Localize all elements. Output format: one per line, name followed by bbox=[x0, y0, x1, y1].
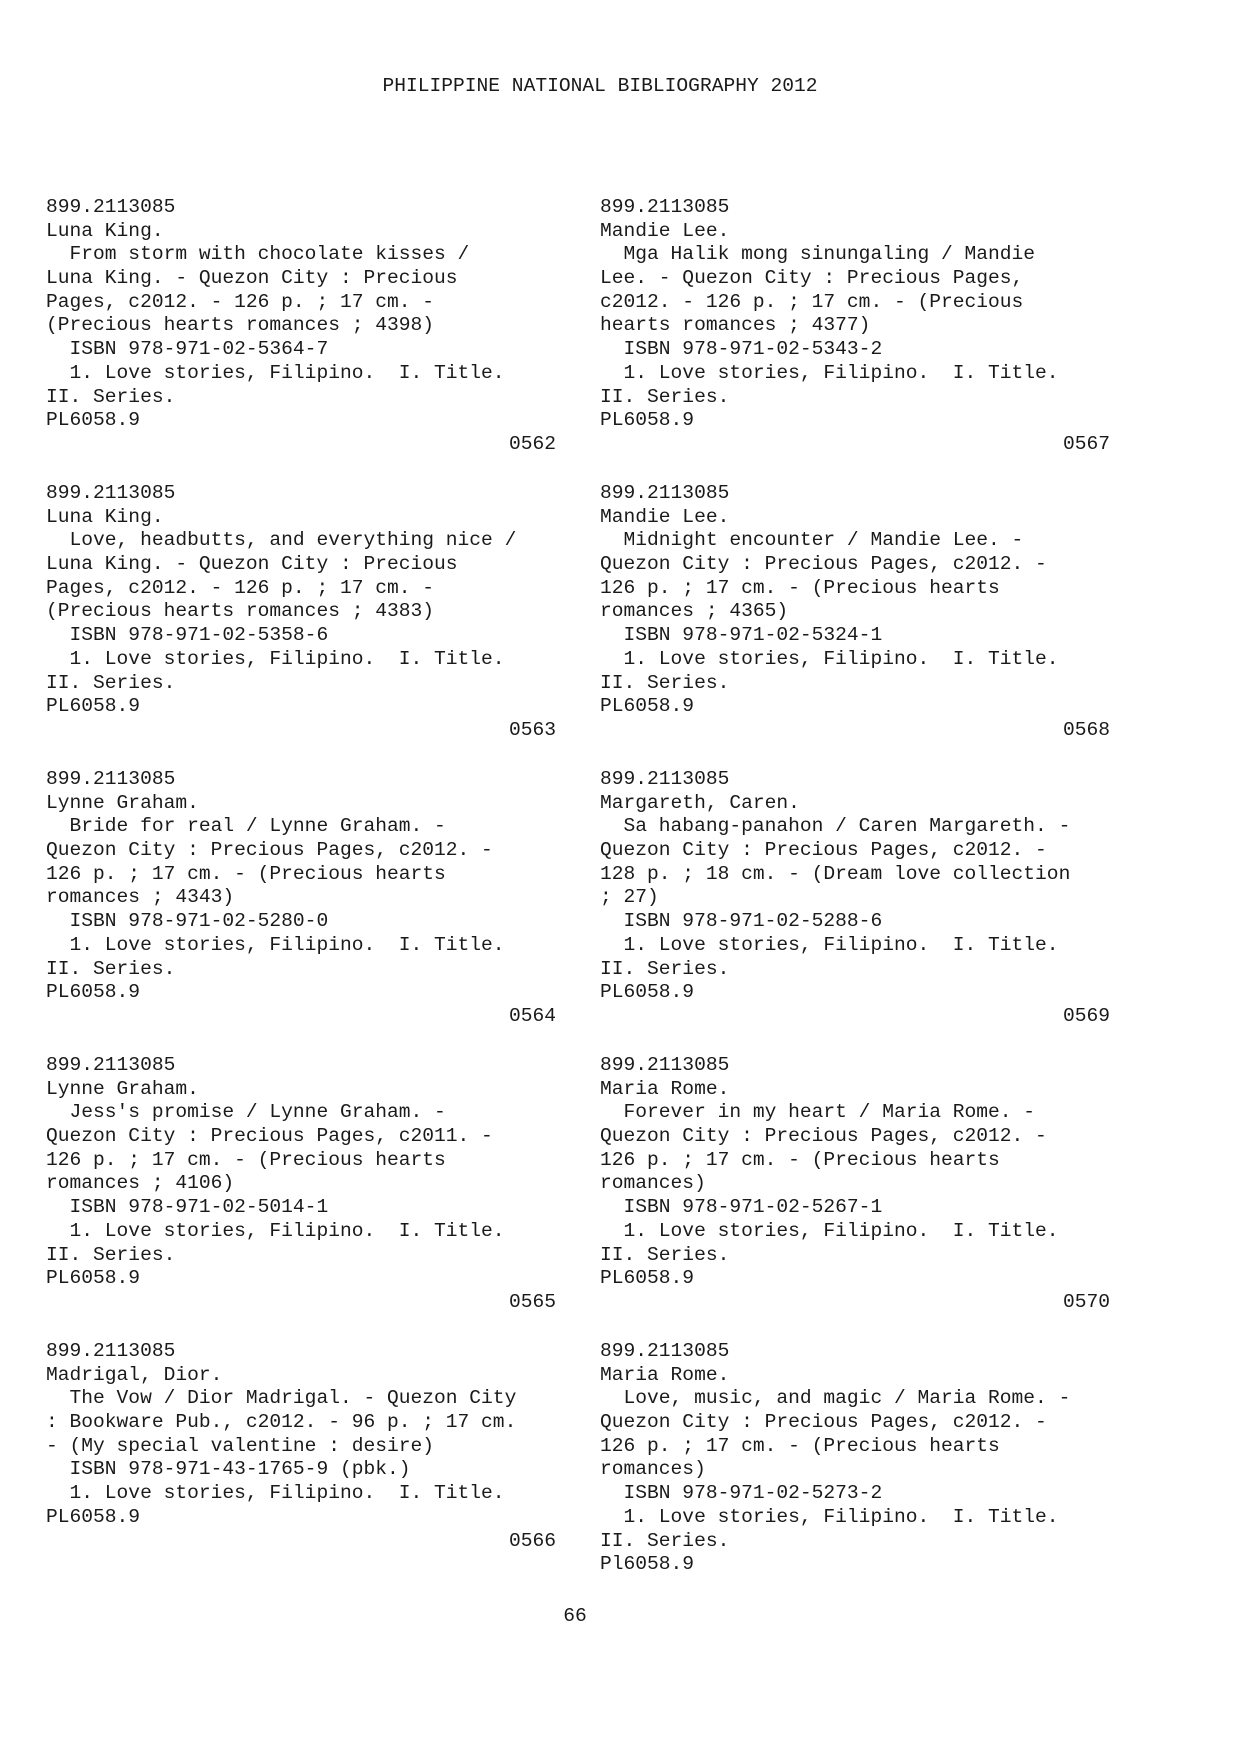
entry-line: Love, headbutts, and everything nice / bbox=[46, 529, 517, 552]
entry-line: ISBN 978-971-02-5273-2 bbox=[600, 1482, 883, 1505]
entry-line: 899.2113085 bbox=[600, 196, 730, 218]
entry-line: ISBN 978-971-02-5364-7 bbox=[46, 338, 329, 361]
entry-line: - (My special valentine : desire) bbox=[46, 1434, 435, 1457]
entry-line: II. Series. bbox=[600, 671, 730, 694]
entry-line: 1. Love stories, Filipino. I. Title. bbox=[600, 361, 1059, 384]
entry-number: 0567 bbox=[1062, 432, 1110, 455]
right-column bbox=[600, 196, 1110, 1626]
entry-line: hearts romances ; 4377) bbox=[600, 314, 871, 337]
entry-line: 1. Love stories, Filipino. I. Title. bbox=[600, 1505, 1059, 1528]
entry-line: PL6058.9 bbox=[600, 1267, 695, 1290]
entry-line: Quezon City : Precious Pages, c2012. - bbox=[46, 839, 493, 862]
entry-line: II. Series. bbox=[600, 957, 730, 980]
entry-line: 899.2113085 bbox=[46, 482, 176, 504]
entry-line: c2012. - 126 p. ; 17 cm. - (Precious bbox=[600, 290, 1024, 313]
entry-line: romances) bbox=[600, 1172, 706, 1195]
entry-line: 126 p. ; 17 cm. - (Precious hearts bbox=[600, 1148, 1000, 1171]
bibliography-entry bbox=[46, 1054, 556, 1340]
entry-line: Luna King. - Quezon City : Precious bbox=[46, 267, 458, 290]
entry-line: ISBN 978-971-43-1765-9 (pbk.) bbox=[46, 1458, 411, 1481]
entry-line: 126 p. ; 17 cm. - (Precious hearts bbox=[600, 576, 1000, 599]
entry-line: ISBN 978-971-02-5324-1 bbox=[600, 624, 883, 647]
entry-number: 0566 bbox=[508, 1529, 556, 1552]
entry-line: Quezon City : Precious Pages, c2012. - bbox=[600, 1125, 1047, 1148]
entry-line: II. Series. bbox=[46, 671, 176, 694]
entry-line: From storm with chocolate kisses / bbox=[46, 243, 470, 266]
entry-line: romances ; 4106) bbox=[46, 1172, 235, 1195]
entry-line: 126 p. ; 17 cm. - (Precious hearts bbox=[46, 862, 446, 885]
entry-line: Lynne Graham. bbox=[46, 1077, 199, 1100]
entry-line: romances ; 4343) bbox=[46, 886, 235, 909]
entry-line: Quezon City : Precious Pages, c2012. - bbox=[600, 553, 1047, 576]
bibliography-entry bbox=[600, 1054, 1110, 1340]
bibliography-entry bbox=[600, 482, 1110, 768]
entry-number: 0569 bbox=[1062, 1004, 1110, 1027]
entry-line: Lee. - Quezon City : Precious Pages, bbox=[600, 267, 1024, 290]
entry-line: 1. Love stories, Filipino. I. Title. bbox=[46, 361, 505, 384]
entry-line: Bride for real / Lynne Graham. - bbox=[46, 815, 446, 838]
entry-line: Quezon City : Precious Pages, c2011. - bbox=[46, 1125, 493, 1148]
entry-line: II. Series. bbox=[600, 1529, 730, 1552]
bibliography-entry bbox=[600, 768, 1110, 1054]
entry-line: ISBN 978-971-02-5267-1 bbox=[600, 1196, 883, 1219]
entry-line: Margareth, Caren. bbox=[600, 791, 800, 814]
entry-line: (Precious hearts romances ; 4398) bbox=[46, 314, 435, 337]
entry-line: PL6058.9 bbox=[600, 409, 695, 432]
entry-line: Quezon City : Precious Pages, c2012. - bbox=[600, 839, 1047, 862]
entry-line: PL6058.9 bbox=[46, 1267, 141, 1290]
bibliography-entry bbox=[600, 1340, 1110, 1626]
entry-line: ISBN 978-971-02-5288-6 bbox=[600, 910, 883, 933]
entry-line: 128 p. ; 18 cm. - (Dream love collection bbox=[600, 862, 1071, 885]
entry-line: Lynne Graham. bbox=[46, 791, 199, 814]
entry-line: Midnight encounter / Mandie Lee. - bbox=[600, 529, 1024, 552]
entry-line: Maria Rome. bbox=[600, 1077, 730, 1100]
entry-line: ; 27) bbox=[600, 886, 659, 909]
entry-line: II. Series. bbox=[600, 385, 730, 408]
entry-line: Forever in my heart / Maria Rome. - bbox=[600, 1101, 1036, 1124]
entry-number: 0570 bbox=[1062, 1290, 1110, 1313]
entry-number: 0562 bbox=[508, 432, 556, 455]
entry-line: Madrigal, Dior. bbox=[46, 1363, 223, 1386]
entry-number: 0563 bbox=[508, 718, 556, 741]
entry-number: 0568 bbox=[1062, 718, 1110, 741]
entry-line: II. Series. bbox=[46, 1243, 176, 1266]
entry-line: Pl6058.9 bbox=[600, 1553, 695, 1576]
entry-number: 0565 bbox=[508, 1290, 556, 1313]
entry-line: 899.2113085 bbox=[600, 482, 730, 504]
entry-line: Love, music, and magic / Maria Rome. - bbox=[600, 1387, 1071, 1410]
entry-line: Luna King. - Quezon City : Precious bbox=[46, 553, 458, 576]
entry-line: romances ; 4365) bbox=[600, 600, 789, 623]
entry-line: 899.2113085 bbox=[600, 1340, 730, 1362]
entry-line: PL6058.9 bbox=[46, 409, 141, 432]
bibliography-entry bbox=[46, 1340, 556, 1626]
entry-line: Mandie Lee. bbox=[600, 505, 730, 528]
entry-line: ISBN 978-971-02-5014-1 bbox=[46, 1196, 329, 1219]
entry-line: PL6058.9 bbox=[600, 981, 695, 1004]
entry-line: PL6058.9 bbox=[46, 981, 141, 1004]
entry-line: Jess's promise / Lynne Graham. - bbox=[46, 1101, 446, 1124]
entry-line: II. Series. bbox=[46, 957, 176, 980]
entry-line: PL6058.9 bbox=[46, 1505, 141, 1528]
entry-line: Luna King. bbox=[46, 505, 164, 528]
entry-line: The Vow / Dior Madrigal. - Quezon City bbox=[46, 1387, 517, 1410]
entry-line: 899.2113085 bbox=[600, 768, 730, 790]
bibliography-entry bbox=[600, 196, 1110, 482]
entry-line: Quezon City : Precious Pages, c2012. - bbox=[600, 1411, 1047, 1434]
bibliography-entry bbox=[46, 768, 556, 1054]
entry-line: Mandie Lee. bbox=[600, 219, 730, 242]
entry-line: 1. Love stories, Filipino. I. Title. bbox=[46, 933, 505, 956]
entry-line: II. Series. bbox=[600, 1243, 730, 1266]
entry-line: PL6058.9 bbox=[46, 695, 141, 718]
entry-line: Pages, c2012. - 126 p. ; 17 cm. - bbox=[46, 576, 435, 599]
entry-line: Mga Halik mong sinungaling / Mandie bbox=[600, 243, 1036, 266]
entry-line: Maria Rome. bbox=[600, 1363, 730, 1386]
entry-line: 126 p. ; 17 cm. - (Precious hearts bbox=[46, 1148, 446, 1171]
entry-line: romances) bbox=[600, 1458, 706, 1481]
entry-line: (Precious hearts romances ; 4383) bbox=[46, 600, 435, 623]
entry-line: 899.2113085 bbox=[46, 1054, 176, 1076]
entry-line: : Bookware Pub., c2012. - 96 p. ; 17 cm. bbox=[46, 1411, 517, 1434]
entry-line: 899.2113085 bbox=[46, 196, 176, 218]
entry-line: 899.2113085 bbox=[600, 1054, 730, 1076]
bibliography-entry bbox=[46, 196, 556, 482]
entry-line: 1. Love stories, Filipino. I. Title. bbox=[600, 933, 1059, 956]
entry-number: 0564 bbox=[508, 1004, 556, 1027]
page-number: 66 bbox=[563, 1605, 587, 1627]
entry-line: 1. Love stories, Filipino. I. Title. bbox=[46, 1482, 505, 1505]
entry-line: Luna King. bbox=[46, 219, 164, 242]
entry-line: ISBN 978-971-02-5343-2 bbox=[600, 338, 883, 361]
entry-line: 899.2113085 bbox=[46, 768, 176, 790]
page-header: PHILIPPINE NATIONAL BIBLIOGRAPHY 2012 bbox=[382, 75, 818, 97]
left-column bbox=[46, 196, 556, 1626]
entry-line: 1. Love stories, Filipino. I. Title. bbox=[600, 1219, 1059, 1242]
entry-line: Sa habang-panahon / Caren Margareth. - bbox=[600, 815, 1071, 838]
entry-line: 1. Love stories, Filipino. I. Title. bbox=[600, 647, 1059, 670]
entry-line: Pages, c2012. - 126 p. ; 17 cm. - bbox=[46, 290, 435, 313]
entry-line: II. Series. bbox=[46, 385, 176, 408]
bibliography-entry bbox=[46, 482, 556, 768]
entry-line: 126 p. ; 17 cm. - (Precious hearts bbox=[600, 1434, 1000, 1457]
entry-line: ISBN 978-971-02-5358-6 bbox=[46, 624, 329, 647]
entry-line: PL6058.9 bbox=[600, 695, 695, 718]
entry-line: 1. Love stories, Filipino. I. Title. bbox=[46, 647, 505, 670]
entry-line: ISBN 978-971-02-5280-0 bbox=[46, 910, 329, 933]
entry-line: 899.2113085 bbox=[46, 1340, 176, 1362]
entry-line: 1. Love stories, Filipino. I. Title. bbox=[46, 1219, 505, 1242]
